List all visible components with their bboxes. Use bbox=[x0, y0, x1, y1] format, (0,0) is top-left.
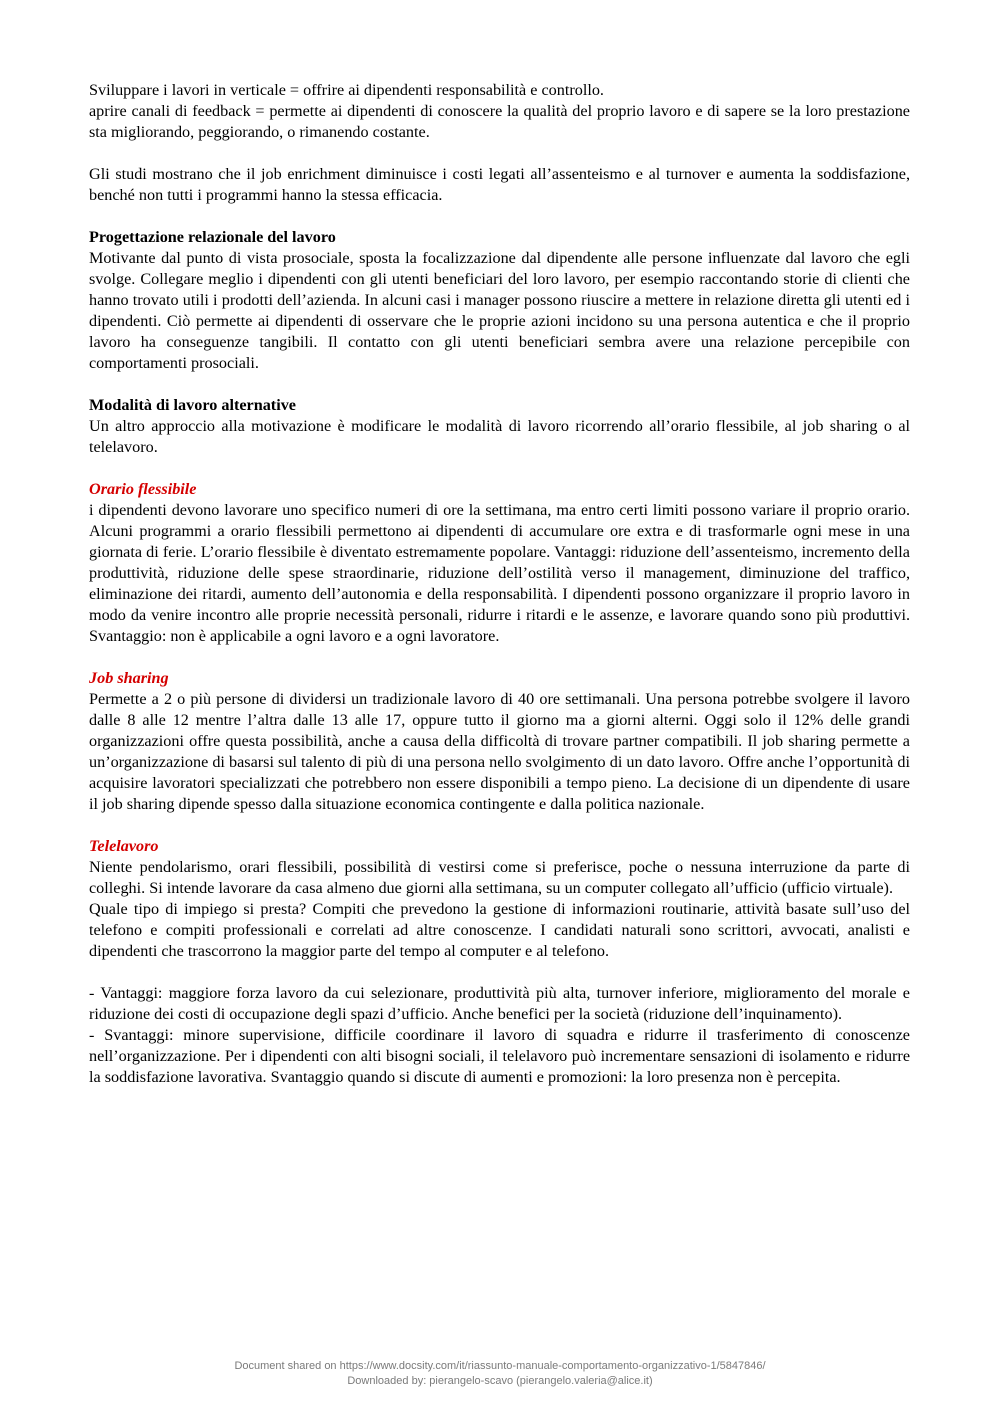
flextime-paragraph: i dipendenti devono lavorare uno specifico numeri di ore la settimana, ma entro certi limiti possono variare il proprio orario. Alcuni programmi a orario flessibili permettono ai dipendenti di accumulare ore extra e di trasformarle ogni mese in una giornata di ferie. L’orario flessibile è diventato estremamente popolare. Vantaggi: riduzione dell’assenteismo, incremento della produttività, riduzione delle spese straordinarie, riduzione dell’ostilità verso il management, diminuzione del traffico, eliminazione dei ritardi, aumento dell’autonomia e della responsabilità. I dipendenti possono organizzare il proprio lavoro in modo da venire incontro alle proprie necessità personali, ridurre i ritardi e le assenze, e lavorare quando sono più produttivi. Svantaggio: non è applicabile a ogni lavoro e a ogni lavoratore. bbox=[89, 501, 910, 645]
telework-paragraph-2: Quale tipo di impiego si presta? Compiti che prevedono la gestione di informazioni routinarie, attività basate sull’uso del telefono e compiti professionali e correlati ad altre conoscenze. I candidati naturali sono scrittori, avvocati, analisti e dipendenti che trascorrono la maggior parte del tempo al computer e al telefono. bbox=[89, 900, 910, 960]
flextime-heading: Orario flessibile bbox=[89, 480, 197, 498]
jobsharing-paragraph: Permette a 2 o più persone di dividersi un tradizionale lavoro di 40 ore settimanali. Una persona potrebbe svolgere il lavoro dalle 8 alle 12 mentre l’altra dalle 13 alle 17, oppure tutto il giorno ma a giorni alterni. Oggi solo il 12% delle grandi organizzazioni offre questa possibilità, anche a causa della difficoltà di trovare partner compatibili. Il job sharing permette a un’organizzazione di basarsi sul talento di più di una persona nello svolgimento di un dato lavoro. Offre anche l’opportunità di acquisire lavoratori specializzati che potrebbero non essere disponibili a tempo pieno. La decisione di un dipendente di usare il job sharing dipende spesso dalla situazione economica contingente e dalla politica nazionale. bbox=[89, 690, 910, 813]
alternative-paragraph: Un altro approccio alla motivazione è modificare le modalità di lavoro ricorrendo all’orario flessibile, al job sharing o al telelavoro. bbox=[89, 417, 910, 456]
footer-downloaded-by: Downloaded by: pierangelo-scavo (pierangelo.valeria@alice.it) bbox=[347, 1375, 653, 1387]
document-page bbox=[89, 80, 910, 1088]
alternative-heading: Modalità di lavoro alternative bbox=[89, 396, 296, 414]
intro-line-feedback: aprire canali di feedback = permette ai dipendenti di conoscere la qualità del proprio lavoro e di sapere se la loro prestazione sta migliorando, peggiorando, o rimanendo costante. bbox=[89, 102, 910, 141]
telework-paragraph-1: Niente pendolarismo, orari flessibili, possibilità di vestirsi come si preferisce, poche o nessuna interruzione da parte di colleghi. Si intende lavorare da casa almeno due giorni alla settimana, su un computer collegato all’ufficio (ufficio virtuale). bbox=[89, 858, 910, 897]
relational-heading: Progettazione relazionale del lavoro bbox=[89, 228, 336, 246]
page-footer bbox=[0, 1359, 1000, 1389]
relational-paragraph: Motivante dal punto di vista prosociale, sposta la focalizzazione dal dipendente alle persone influenzate dal lavoro che egli svolge. Collegare meglio i dipendenti con gli utenti beneficiari del loro lavoro, per esempio raccontando storie di clienti che hanno trovato utili i prodotti dell’azienda. In alcuni casi i manager possono riuscire a mettere in relazione diretta gli utenti ed i dipendenti. Ciò permette ai dipendenti di osservare che le proprie azioni incidono su una persona autentica e che il proprio lavoro ha conseguenze tangibili. Il contatto con gli utenti beneficiari sembra avere una relazione percepibile con comportamenti prosociali. bbox=[89, 249, 910, 372]
telework-heading: Telelavoro bbox=[89, 837, 159, 855]
jobsharing-heading: Job sharing bbox=[89, 669, 169, 687]
studies-paragraph: Gli studi mostrano che il job enrichment diminuisce i costi legati all’assenteismo e al turnover e aumenta la soddisfazione, benché non tutti i programmi hanno la stessa efficacia. bbox=[89, 165, 910, 204]
intro-line-vertical: Sviluppare i lavori in verticale = offrire ai dipendenti responsabilità e controllo. bbox=[89, 81, 604, 99]
telework-cons: - Svantaggi: minore supervisione, difficile coordinare il lavoro di squadra e ridurre il trasferimento di conoscenze nell’organizzazione. Per i dipendenti con alti bisogni sociali, il telelavoro può incrementare sensazioni di isolamento e ridurre la soddisfazione lavorativa. Svantaggio quando si discute di aumenti e promozioni: la loro presenza non è percepita. bbox=[89, 1026, 910, 1086]
telework-pros: - Vantaggi: maggiore forza lavoro da cui selezionare, produttività più alta, turnover inferiore, miglioramento del morale e riduzione dei costi di occupazione degli spazi d’ufficio. Anche benefici per la società (riduzione dell’inquinamento). bbox=[89, 984, 910, 1023]
footer-shared-link[interactable]: Document shared on https://www.docsity.com/it/riassunto-manuale-comportamento-organizzativo-1/5847846/ bbox=[234, 1360, 766, 1372]
